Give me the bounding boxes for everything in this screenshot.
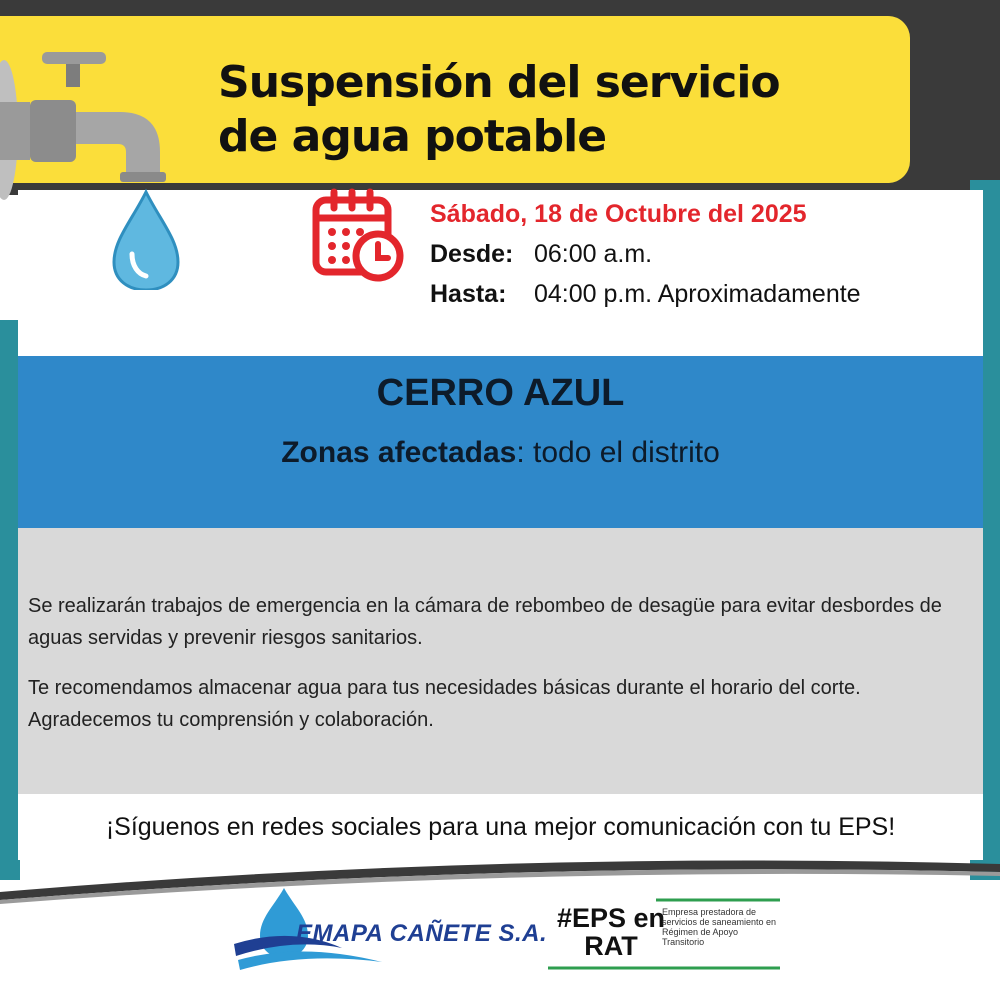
notice-paragraph-2: Te recomendamos almacenar agua para tus necesidades básicas durante el horario del corte. Agradecemos tu comprensión y colaboración.	[28, 677, 861, 731]
notice-paragraph-1: Se realizarán trabajos de emergencia en la cámara de rebombeo de desagüe para evitar desbordes de aguas servidas y prevenir riesgos sanitarios.	[28, 595, 942, 649]
calendar-clock-icon	[310, 188, 406, 284]
notice-band	[18, 528, 983, 794]
faucet-icon	[0, 40, 200, 290]
affected-zones-value: : todo el distrito	[516, 436, 720, 469]
page-title	[218, 56, 898, 164]
eps-rat-description: Empresa prestadora de servicios de saneamiento en Régimen de Apoyo Transitorio	[662, 907, 777, 947]
title-line-1: Suspensión del servicio	[218, 57, 780, 108]
end-time-value: 04:00 p.m. Aproximadamente	[534, 280, 861, 308]
end-time-label: Hasta:	[430, 280, 507, 308]
start-time-label: Desde:	[430, 240, 514, 268]
end-time-row	[430, 280, 861, 309]
emapa-logo-text: EMAPA CAÑETE S.A.	[296, 920, 548, 947]
affected-zones-label: Zonas afectadas	[281, 436, 517, 469]
water-drop-icon	[114, 192, 178, 290]
title-line-2: de agua potable	[218, 111, 607, 162]
social-media-message: ¡Síguenos en redes sociales para una mejor comunicación con tu EPS!	[105, 813, 896, 841]
district-name: CERRO AZUL	[376, 372, 625, 414]
teal-accent-left	[0, 320, 20, 880]
start-time-value: 06:00 a.m.	[534, 240, 653, 268]
affected-zones	[18, 436, 983, 470]
suspension-date: Sábado, 18 de Octubre del 2025	[430, 200, 807, 228]
start-time-row	[430, 240, 652, 269]
eps-rat-hashtag: #EPS en RAT	[556, 903, 666, 961]
